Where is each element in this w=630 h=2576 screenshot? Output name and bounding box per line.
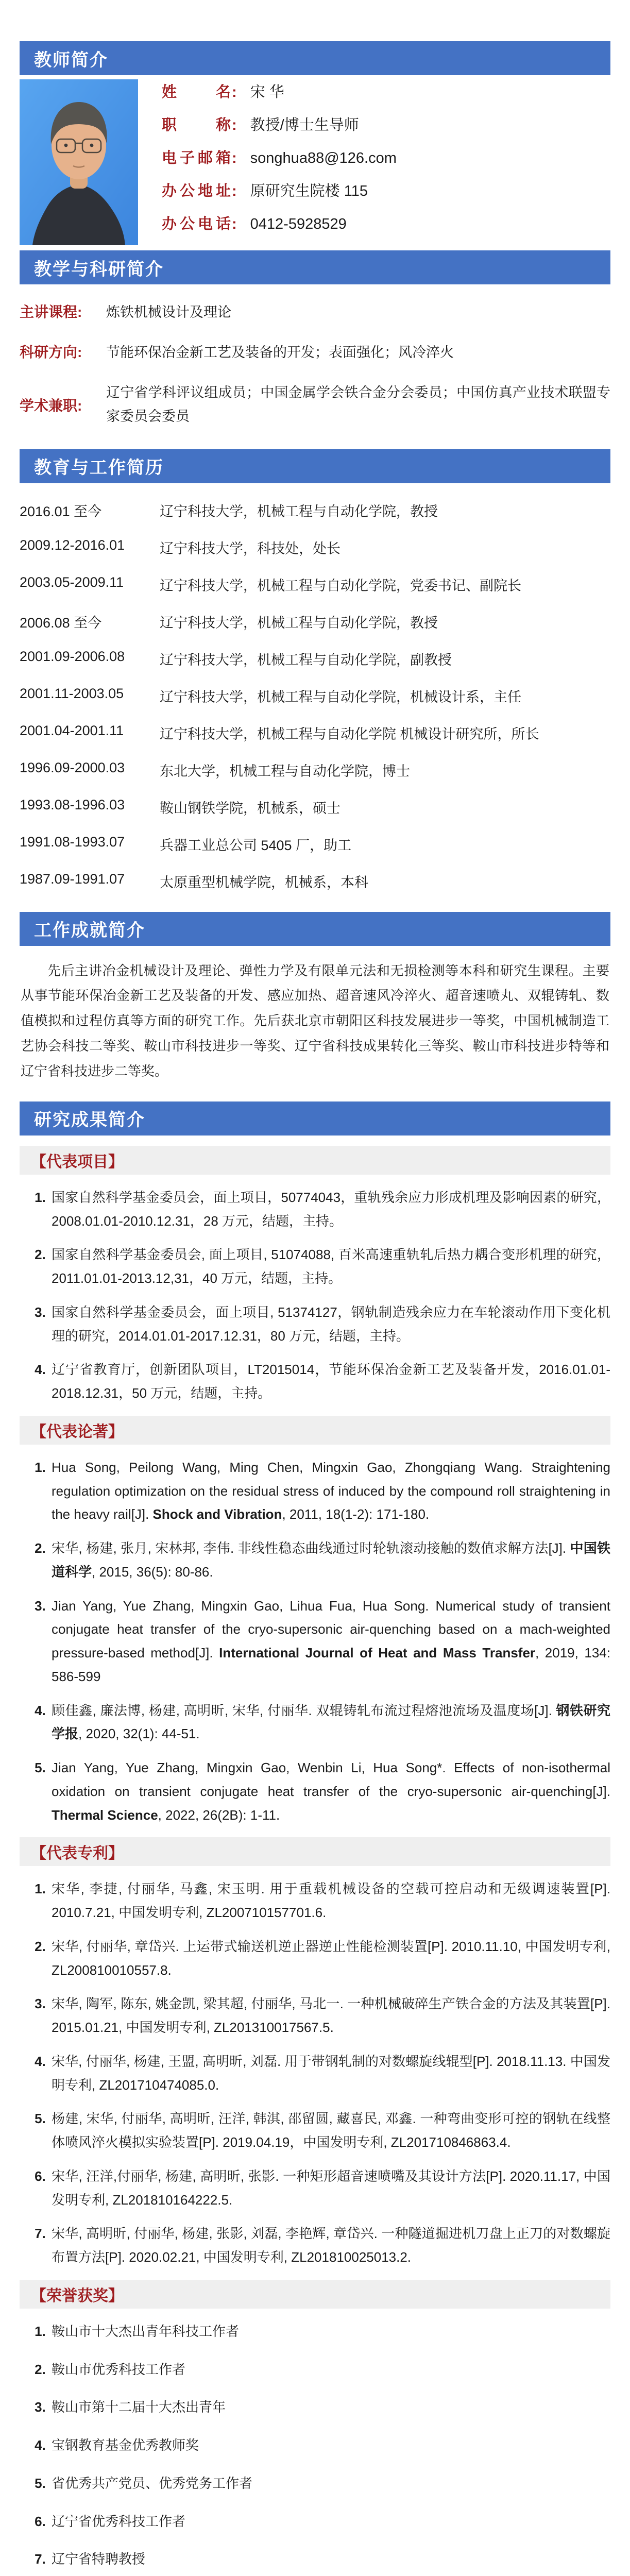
- profile-field-phone: [162, 212, 397, 245]
- career-row: [20, 537, 610, 557]
- honor-item: 5. 省优秀共产党员、优秀党务工作者: [49, 2472, 610, 2496]
- career-period: 1996.09-2000.03: [20, 759, 125, 775]
- honor-item: 3. 鞍山市第十二届十大杰出青年: [49, 2396, 610, 2419]
- subsection-title: 【代表项目】: [31, 1153, 124, 1171]
- career-list: [20, 500, 610, 891]
- patent-item: 7. 宋华, 高明昕, 付丽华, 杨建, 张影, 刘磊, 李艳辉, 章岱兴. 一种隧道掘进机刀盘上正刀的对数螺旋布置方法[P]. 2020.02.21, 中国发明专利, ZL201810025013.2.: [49, 2222, 610, 2269]
- career-row: [20, 686, 610, 706]
- patent-item: 2. 宋华, 付丽华, 章岱兴. 上运带式输送机逆止器逆止性能检测装置[P]. 2010.11.10, 中国发明专利, ZL200810010557.8.: [49, 1935, 610, 1982]
- honors-list: [20, 2320, 610, 2571]
- career-row: [20, 871, 610, 891]
- journal-name: Shock and Vibration: [152, 1506, 282, 1522]
- career-row: [20, 834, 610, 854]
- career-period: 1993.08-1996.03: [20, 796, 125, 812]
- patent-item: 6. 宋华, 汪洋,付丽华, 杨建, 高明昕, 张影. 一种矩形超音速喷嘴及其设计方法[P]. 2020.11.17, 中国发明专利, ZL201810164222.5.: [49, 2165, 610, 2212]
- field-label: 电子邮箱: [162, 150, 231, 166]
- honor-item: 7. 辽宁省特聘教授: [49, 2548, 610, 2571]
- section-title: 教师简介: [34, 50, 108, 70]
- career-period: 1987.09-1991.07: [20, 871, 125, 887]
- publication-item: 2. 宋华, 杨建, 张月, 宋林邦, 李伟. 非线性稳态曲线通过时轮轨滚动接触的数值求解方法[J]. 中国铁道科学, 2015, 36(5): 80-86.: [49, 1537, 610, 1584]
- career-detail: 辽宁科技大学，机械工程与自动化学院，教授: [160, 503, 438, 519]
- journal-name: International Journal of Heat and Mass Transfer: [219, 1645, 536, 1661]
- career-period: 2016.01 至今: [20, 503, 102, 519]
- project-item: 2. 国家自然科学基金委员会, 面上项目, 51074088, 百米高速重轨轧后热力耦合变形机理的研究，2011.01.01-2013.12,31，40 万元，结题，主持。: [49, 1243, 610, 1291]
- career-period: 2003.05-2009.11: [20, 574, 124, 590]
- career-detail: 辽宁科技大学，机械工程与自动化学院，教授: [160, 615, 438, 631]
- row-label: 学术兼职:: [20, 397, 82, 414]
- honor-item: 1. 鞍山市十大杰出青年科技工作者: [49, 2320, 610, 2344]
- label-colon: :: [77, 344, 82, 360]
- career-period: 2001.09-2006.08: [20, 648, 125, 664]
- teaching-row-academic-posts: [20, 381, 610, 429]
- field-value: 教授/博士生导师: [250, 117, 359, 133]
- project-item: 3. 国家自然科学基金委员会，面上项目, 51374127，钢轨制造残余应力在车轮滚动作用下变化机理的研究，2014.01.01-2017.12.31，80 万元，结题，主持。: [49, 1301, 610, 1348]
- row-value: 辽宁省学科评议组成员；中国金属学会铁合金分会委员；中国仿真产业技术联盟专家委员会委员: [106, 384, 610, 424]
- career-row: [20, 797, 610, 817]
- field-value: 原研究生院楼 115: [250, 183, 368, 199]
- teaching-row-research-direction: [20, 341, 610, 365]
- section-title: 教育与工作简历: [34, 458, 164, 478]
- projects-list: [20, 1186, 610, 1405]
- subsection-title: 【代表专利】: [31, 1845, 124, 1862]
- label-colon: :: [77, 397, 82, 414]
- row-label: 主讲课程:: [20, 304, 82, 320]
- career-row: [20, 612, 610, 632]
- career-detail: 太原重型机械学院，机械系，本科: [160, 874, 368, 890]
- career-period: 2001.11-2003.05: [20, 685, 124, 701]
- career-detail: 辽宁科技大学，机械工程与自动化学院，副教授: [160, 652, 452, 668]
- field-label: 姓名: [162, 84, 231, 100]
- career-detail: 鞍山钢铁学院，机械系，硕士: [160, 800, 340, 816]
- profile-field-office: [162, 179, 397, 212]
- patent-item: 5. 杨建, 宋华, 付丽华, 高明昕, 汪洋, 韩淇, 邵留圆, 藏喜民, 邓鑫. 一种弯曲变形可控的钢轨在线整体喷风淬火模拟实验装置[P]. 2019.04.19，中国发明专利, ZL201710846863.4.: [49, 2107, 610, 2155]
- section-title: 教学与科研简介: [34, 259, 164, 279]
- career-period: 2001.04-2001.11: [20, 722, 124, 738]
- career-detail: 东北大学，机械工程与自动化学院，博士: [160, 763, 410, 779]
- achievements-paragraph: 先后主讲冶金机械设计及理论、弹性力学及有限单元法和无损检测等本科和研究生课程。主要从事节能环保冶金新工艺及装备的开发、感应加热、超音速风冷淬火、超音速喷丸、双辊铸轧、数值模拟和过程仿真等方面的研究工作。先后获北京市朝阳区科技发展进步一等奖，中国机械制造工艺协会科技二等奖、鞍山市科技进步一等奖、辽宁省科技成果转化三等奖、鞍山市科技进步特等和辽宁省科技进步二等奖。: [21, 962, 609, 1079]
- publication-item: 5. Jian Yang, Yue Zhang, Mingxin Gao, Wenbin Li, Hua Song*. Effects of non-isothermal oxidation on transient conjugate heat transfer of the cryo-supersonic air-quenching[J]. Thermal Science, 2022, 26(2B): 1-11.: [49, 1756, 610, 1827]
- career-row: [20, 574, 610, 595]
- patent-item: 1. 宋华, 李捷, 付丽华, 马鑫, 宋玉明. 用于重载机械设备的空载可控启动和无级调速装置[P]. 2010.7.21, 中国发明专利, ZL200710157701.6.: [49, 1877, 610, 1925]
- section-title: 工作成就简介: [34, 921, 145, 941]
- career-row: [20, 500, 610, 520]
- field-label: 职称: [162, 117, 231, 133]
- publication-item: 4. 顾佳鑫, 廉法博, 杨建, 高明昕, 宋华, 付丽华. 双辊铸轧布流过程熔池流场及温度场[J]. 钢铁研究学报, 2020, 32(1): 44-51.: [49, 1699, 610, 1747]
- row-label: 科研方向:: [20, 344, 82, 360]
- section-header-teaching-research: [20, 250, 610, 284]
- publication-item: 1. Hua Song, Peilong Wang, Ming Chen, Mingxin Gao, Zhongqiang Wang. Straightening regulation optimization on the residual stress of induced by the compound roll straightening in the heavy rail[J]. Shock and Vibration, 2011, 18(1-2): 171-180.: [49, 1456, 610, 1527]
- patent-item: 3. 宋华, 陶军, 陈东, 姚金凯, 梁其超, 付丽华, 马北一. 一种机械破碎生产铁合金的方法及其装置[P]. 2015.01.21, 中国发明专利, ZL201310017567.5.: [49, 1992, 610, 2040]
- publication-item: 3. Jian Yang, Yue Zhang, Mingxin Gao, Lihua Fua, Hua Song. Numerical study of transient conjugate heat transfer of the cryo-supersonic air-quenching based on a mach-weighted pressure-based method[J]. International Journal of Heat and Mass Transfer, 2019, 134: 586-599: [49, 1595, 610, 1689]
- section-header-career: [20, 449, 610, 483]
- section-header-teacher-intro: [20, 41, 610, 75]
- profile-field-name: [162, 80, 397, 113]
- label-colon: :: [232, 117, 237, 133]
- section-header-research-results: [20, 1101, 610, 1136]
- subsection-header-publications: [20, 1416, 610, 1445]
- journal-name: Thermal Science: [52, 1807, 158, 1823]
- row-value: 炼铁机械设计及理论: [106, 304, 231, 320]
- subsection-title: 【荣誉获奖】: [31, 2287, 124, 2304]
- section-header-achievements: [20, 912, 610, 946]
- section-title: 研究成果简介: [34, 1110, 145, 1130]
- label-colon: :: [77, 304, 82, 320]
- career-period: 1991.08-1993.07: [20, 834, 125, 850]
- portrait-photo: [20, 79, 138, 245]
- label-colon: :: [232, 183, 237, 199]
- career-period: 2006.08 至今: [20, 615, 102, 631]
- career-detail: 辽宁科技大学，机械工程与自动化学院，党委书记、副院长: [160, 578, 521, 594]
- subsection-header-projects: [20, 1146, 610, 1175]
- label-colon: :: [232, 84, 237, 100]
- career-detail: 兵器工业总公司 5405 厂，助工: [160, 837, 352, 853]
- career-detail: 辽宁科技大学，机械工程与自动化学院 机械设计研究所，所长: [160, 726, 539, 742]
- career-row: [20, 760, 610, 780]
- field-label: 办公地址: [162, 183, 231, 199]
- project-item: 4. 辽宁省教育厅，创新团队项目，LT2015014，节能环保冶金新工艺及装备开发，2016.01.01-2018.12.31，50 万元，结题，主持。: [49, 1358, 610, 1405]
- honor-item: 2. 鞍山市优秀科技工作者: [49, 2358, 610, 2382]
- field-value: 宋 华: [250, 84, 284, 100]
- label-colon: :: [232, 150, 237, 166]
- subsection-title: 【代表论著】: [31, 1423, 124, 1440]
- project-item: 1. 国家自然科学基金委员会，面上项目，50774043，重轨残余应力形成机理及影响因素的研究，2008.01.01-2010.12.31，28 万元，结题，主持。: [49, 1186, 610, 1233]
- profile-fields: [162, 79, 397, 245]
- honor-item: 4. 宝钢教育基金优秀教师奖: [49, 2434, 610, 2458]
- career-detail: 辽宁科技大学，科技处，处长: [160, 540, 340, 556]
- honor-item: 6. 辽宁省优秀科技工作者: [49, 2510, 610, 2534]
- patent-item: 4. 宋华, 付丽华, 杨建, 王盟, 高明昕, 刘磊. 用于带钢轧制的对数螺旋线辊型[P]. 2018.11.13. 中国发明专利, ZL201710474085.0.: [49, 2050, 610, 2097]
- field-value: 0412-5928529: [250, 216, 347, 232]
- label-colon: :: [232, 216, 237, 232]
- profile-block: [20, 79, 610, 245]
- journal-name: 钢铁研究学报: [52, 1702, 610, 1742]
- publications-list: [20, 1456, 610, 1827]
- profile-field-title: [162, 113, 397, 146]
- field-value: songhua88@126.com: [250, 150, 397, 166]
- career-detail: 辽宁科技大学，机械工程与自动化学院，机械设计系，主任: [160, 689, 521, 705]
- field-label: 办公电话: [162, 216, 231, 232]
- career-row: [20, 649, 610, 669]
- career-row: [20, 723, 610, 743]
- teaching-row-courses: [20, 301, 610, 325]
- row-value: 节能环保冶金新工艺及装备的开发；表面强化；风冷淬火: [106, 344, 454, 360]
- journal-name: 中国铁道科学: [52, 1540, 610, 1580]
- career-period: 2009.12-2016.01: [20, 537, 125, 553]
- profile-field-email: [162, 146, 397, 179]
- subsection-header-patents: [20, 1837, 610, 1866]
- teaching-rows: [20, 301, 610, 429]
- subsection-header-honors: [20, 2280, 610, 2309]
- patents-list: [20, 1877, 610, 2269]
